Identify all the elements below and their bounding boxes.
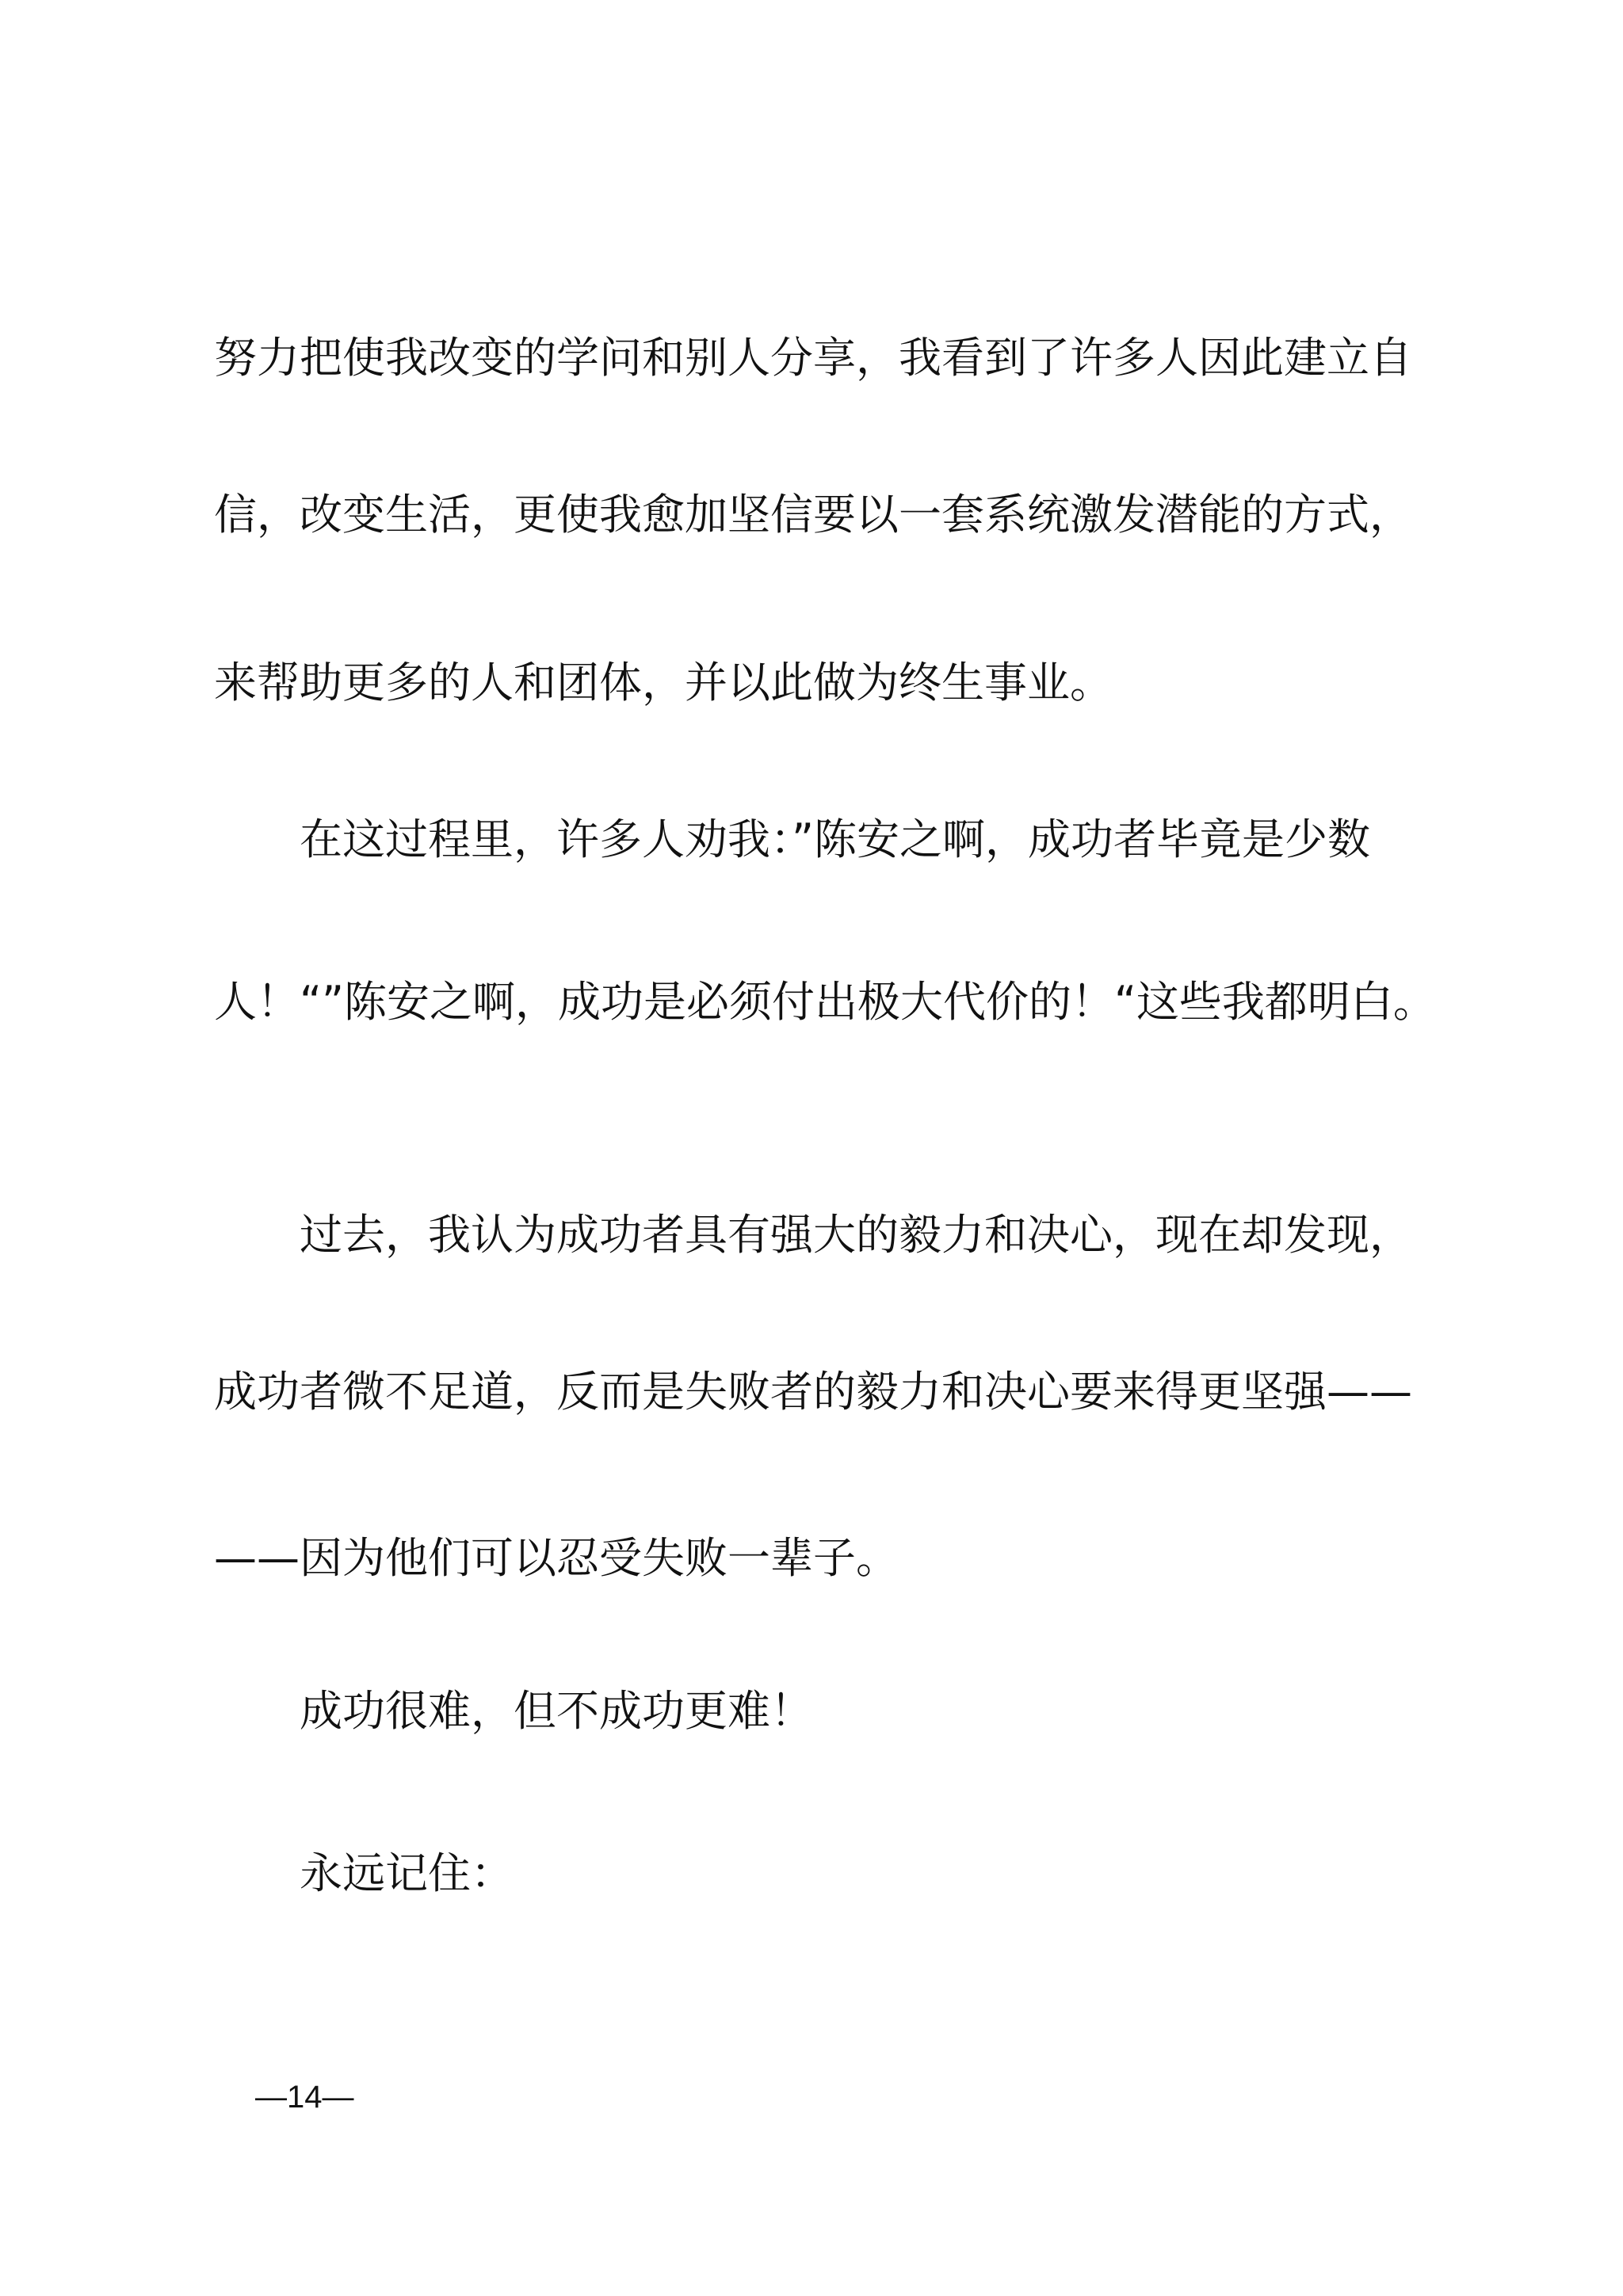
body-text-line: 信，改变生活，更使我愈加坚信要以一套系统激发潜能的方式， [214, 490, 1412, 540]
body-text-line: 努力把使我改变的学问和别人分享，我看到了许多人因此建立自 [214, 333, 1412, 383]
page-number: —14— [255, 2080, 354, 2115]
body-text-line: ——因为他们可以忍受失败一辈子。 [214, 1533, 899, 1583]
body-text-line: 人！“”陈安之啊，成功是必须付出极大代价的！“这些我都明白。 [214, 977, 1436, 1027]
body-text-line: 过去，我认为成功者具有强大的毅力和决心，现在却发现， [300, 1210, 1412, 1260]
body-text-line: 在这过程里，许多人劝我：”陈安之啊，成功者毕竟是少数 [300, 814, 1370, 864]
body-text-line: 成功者微不足道，反而是失败者的毅力和决心要来得更坚强—— [214, 1367, 1412, 1417]
body-text-line: 成功很难，但不成功更难！ [300, 1686, 813, 1736]
body-text-line: 来帮助更多的人和团体，并以此做为终生事业。 [214, 658, 1113, 707]
body-text-line: 永远记住： [300, 1848, 514, 1898]
